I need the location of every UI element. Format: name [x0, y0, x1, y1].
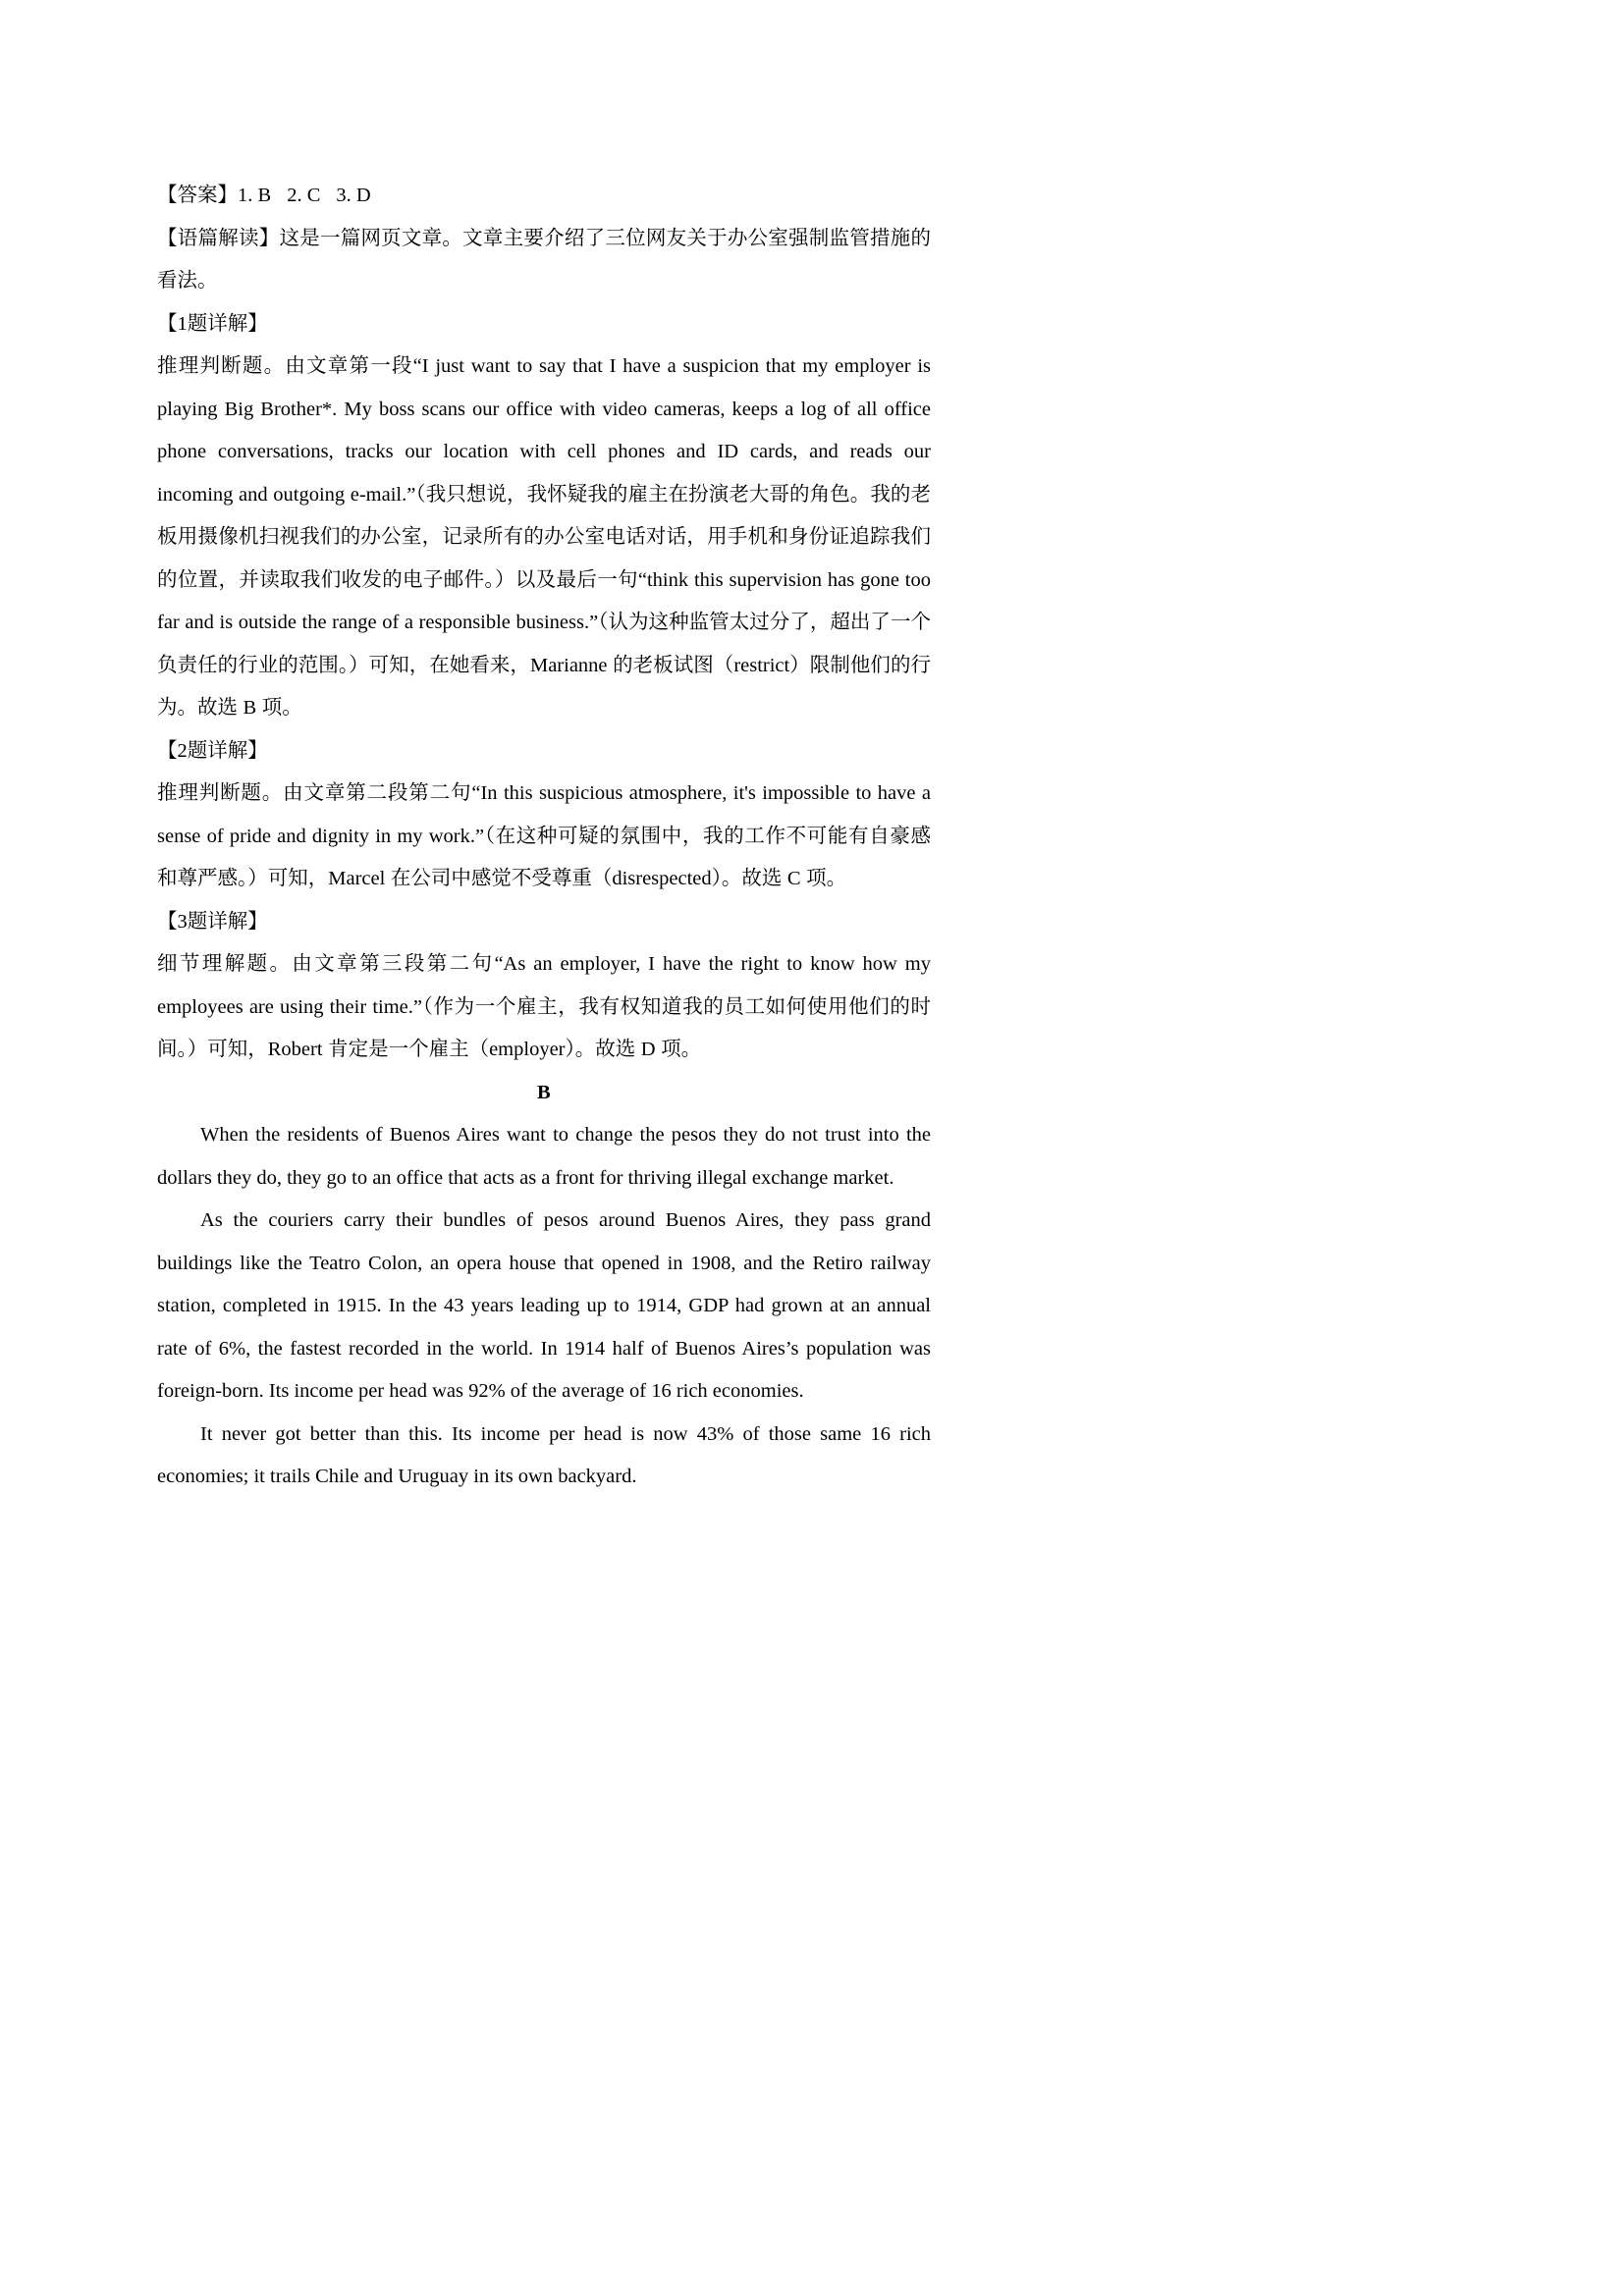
answer-item-3: 3. D — [336, 185, 371, 206]
explanation-1-tag: 【1题详解】 — [157, 312, 268, 335]
answer-item-1: 1. B — [238, 185, 272, 206]
explanation-2-body: 推理判断题。由文章第二段第二句“In this suspicious atmosphere, it's impossible to have a sense of pride and dignity in my work.”（在这种可疑的氛围中，我的工作不可能有自豪感和尊严感。）可知，Marcel 在公司中感觉不受尊重（disrespected）。故选 C 项。 — [157, 782, 931, 889]
passage-analysis-label: 【语篇解读】 — [157, 227, 280, 249]
explanation-2-tag: 【2题详解】 — [157, 739, 268, 762]
section-b-paragraph-1: When the residents of Buenos Aires want to change the pesos they do not trust into the dollars they do, they go to an office that acts as a front for thriving illegal exchange market. — [157, 1124, 931, 1189]
section-b-heading: B — [536, 1081, 552, 1103]
explanation-3-body: 细节理解题。由文章第三段第二句“As an employer, I have the right to know how my employees are using their time.”（作为一个雇主，我有权知道我的员工如何使用他们的时间。）可知，Robert 肯定是一个雇主（employer）。故选 D 项。 — [157, 953, 931, 1060]
explanation-3-tag: 【3题详解】 — [157, 910, 268, 933]
explanation-1-body: 推理判断题。由文章第一段“I just want to say that I have a suspicion that my employer is playing Big Brother*. My boss scans our office with video cameras, keeps a log of all office phone conversations, tracks our location with cell phones and ID cards, and reads our incoming and outgoing e-mail.”（我只想说，我怀疑我的雇主在扮演老大哥的角色。我的老板用摄像机扫视我们的办公室，记录所有的办公室电话对话，用手机和身份证追踪我们的位置，并读取我们收发的电子邮件。）以及最后一句“think this supervision has gone too far and is outside the range of a responsible business.”（认为这种监管太过分了，超出了一个负责任的行业的范围。）可知，在她看来，Marianne 的老板试图（restrict）限制他们的行为。故选 B 项。 — [157, 355, 931, 719]
section-b-paragraph-2: As the couriers carry their bundles of pesos around Buenos Aires, they pass grand buildings like the Teatro Colon, an opera house that opened in 1908, and the Retiro railway station, completed in 1915. In the 43 years leading up to 1914, GDP had grown at an annual rate of 6%, the fastest recorded in the world. In 1914 half of Buenos Aires’s population was foreign-born. Its income per head was 92% of the average of 16 rich economies. — [157, 1209, 931, 1402]
answer-key-label: 【答案】 — [157, 185, 238, 206]
section-b-paragraph-3: It never got better than this. Its income per head is now 43% of those same 16 rich economies; it trails Chile and Uruguay in its own backyard. — [157, 1422, 931, 1487]
document-content — [157, 175, 931, 1499]
answer-key-line — [157, 175, 931, 218]
answer-item-2: 2. C — [287, 185, 321, 206]
passage-analysis-text: 这是一篇网页文章。文章主要介绍了三位网友关于办公室强制监管措施的看法。 — [157, 227, 932, 292]
passage-analysis-paragraph — [157, 218, 931, 303]
